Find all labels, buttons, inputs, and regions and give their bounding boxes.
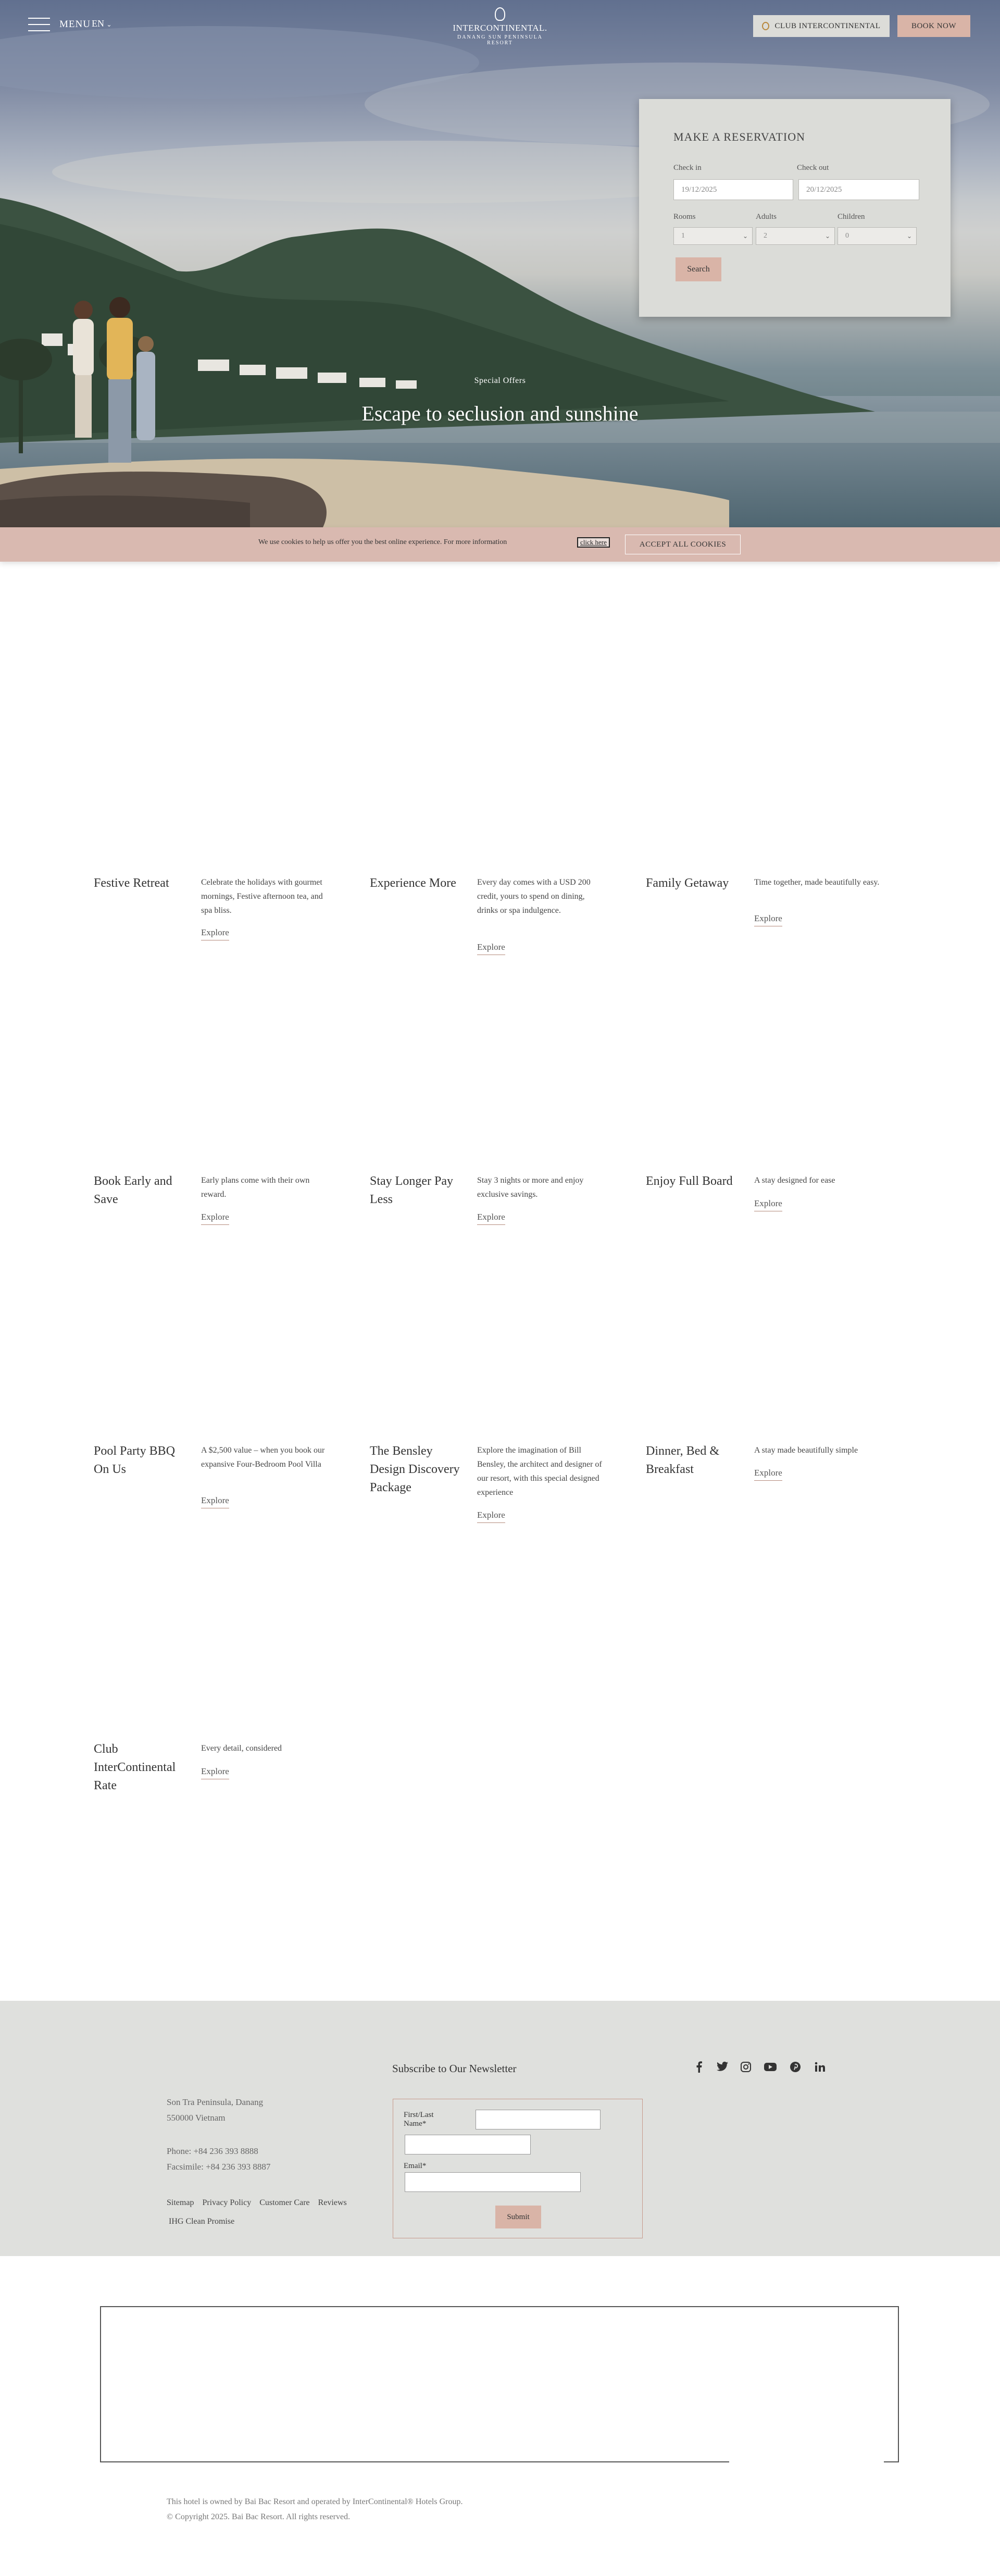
chevron-down-icon: ⌄ (824, 232, 830, 240)
twitter-icon[interactable] (716, 2061, 729, 2073)
offer-title: Book Early and Save (94, 1174, 172, 1206)
rooms-label: Rooms (673, 213, 696, 221)
email-label: Email* (404, 2162, 427, 2170)
offer-title: Experience More (370, 876, 456, 890)
top-navigation (0, 0, 1000, 50)
youtube-icon[interactable] (764, 2061, 777, 2073)
offer-title: Festive Retreat (94, 876, 169, 890)
ownership-notice: This hotel is owned by Bai Bac Resort and operated by InterContinental® Hotels Group. (167, 2497, 463, 2506)
footer-link-clean-promise[interactable]: IHG Clean Promise (169, 2217, 235, 2226)
explore-link[interactable]: Explore (477, 942, 505, 955)
footer-link-privacy[interactable]: Privacy Policy (202, 2198, 252, 2207)
accept-cookies-label: ACCEPT ALL COOKIES (639, 540, 727, 549)
rooms-select[interactable] (673, 227, 753, 245)
offer-description: Explore the imagination of Bill Bensley, the architect and designer of our resort, with this special designed experience (477, 1446, 602, 1497)
checkin-input[interactable]: 19/12/2025 (673, 179, 793, 200)
phone-number[interactable]: Phone: +84 236 393 8888 (167, 2146, 258, 2156)
hero-section (0, 0, 1000, 527)
explore-link[interactable]: Explore (477, 1212, 505, 1225)
logo-tagline: DANANG SUN PENINSULA RESORT (457, 34, 543, 46)
adults-select[interactable] (756, 227, 835, 245)
footer-link-sitemap[interactable]: Sitemap (167, 2198, 194, 2207)
search-button[interactable] (676, 257, 721, 281)
copyright: © Copyright 2025. Bai Bac Resort. All rights reserved. (167, 2512, 351, 2521)
explore-link[interactable]: Explore (754, 913, 782, 926)
hamburger-icon (28, 18, 50, 31)
chevron-down-icon: ⌄ (906, 232, 912, 240)
pinterest-icon[interactable] (790, 2061, 801, 2073)
instagram-icon[interactable] (740, 2061, 752, 2073)
reservation-panel (639, 99, 951, 317)
hotel-logo[interactable] (448, 7, 552, 46)
address (167, 2095, 263, 2126)
club-intercontinental-button[interactable] (753, 15, 890, 37)
submit-label: Submit (507, 2212, 530, 2221)
offer-title: Enjoy Full Board (646, 1174, 733, 1188)
name-input-secondary[interactable] (405, 2135, 531, 2154)
rooms-value: 1 (681, 232, 685, 240)
reservation-title: MAKE A RESERVATION (673, 130, 805, 143)
language-label: EN (92, 18, 104, 29)
children-select[interactable] (838, 227, 917, 245)
offer-title: Club InterContinental Rate (94, 1742, 176, 1792)
offer-title: Stay Longer Pay Less (370, 1174, 453, 1206)
name-label: First/Last Name* (404, 2111, 434, 2128)
offer-description: Time together, made beautifully easy. (754, 878, 880, 887)
checkout-input[interactable]: 20/12/2025 (798, 179, 919, 200)
name-input[interactable] (476, 2110, 601, 2129)
offer-title: Dinner, Bed & Breakfast (646, 1444, 720, 1476)
explore-link[interactable]: Explore (754, 1198, 782, 1211)
children-value: 0 (845, 232, 849, 240)
offer-description: A stay made beautifully simple (754, 1446, 858, 1455)
footer-link-reviews[interactable]: Reviews (318, 2198, 347, 2207)
offer-title: Pool Party BBQ On Us (94, 1444, 176, 1476)
book-button-label: BOOK NOW (911, 21, 957, 30)
offer-description: A stay designed for ease (754, 1176, 835, 1185)
newsletter-submit-button[interactable] (495, 2206, 541, 2228)
offer-description: Stay 3 nights or more and enjoy exclusive savings. (477, 1176, 584, 1199)
checkin-label: Check in (673, 164, 702, 172)
explore-link[interactable]: Explore (201, 1495, 229, 1508)
chevron-down-icon: ⌄ (106, 21, 112, 28)
cookie-text: We use cookies to help us offer you the best online experience. For more information (258, 538, 507, 546)
address-line2: 550000 Vietnam (167, 2113, 226, 2123)
offer-title: The Bensley Design Discovery Package (370, 1444, 460, 1494)
linkedin-icon[interactable] (814, 2061, 826, 2073)
explore-link[interactable]: Explore (201, 927, 229, 940)
offer-description: Every detail, considered (201, 1744, 282, 1753)
menu-button[interactable] (28, 18, 91, 31)
email-input[interactable] (405, 2172, 581, 2192)
explore-link[interactable]: Explore (201, 1212, 229, 1225)
explore-link[interactable]: Explore (754, 1468, 782, 1481)
newsletter-form (393, 2099, 643, 2238)
book-now-button[interactable] (897, 15, 970, 37)
offer-description: Every day comes with a USD 200 credit, yours to spend on dining, drinks or spa indulgence. (477, 878, 591, 915)
offer-description: A $2,500 value – when you book our expansive Four-Bedroom Pool Villa (201, 1446, 325, 1469)
cookie-info-link[interactable]: click here (577, 537, 610, 548)
logo-name: INTERCONTINENTAL. (453, 23, 547, 33)
language-selector[interactable] (92, 18, 112, 29)
club-icon (762, 22, 769, 30)
address-line1: Son Tra Peninsula, Danang (167, 2097, 264, 2107)
fax-number: Facsimile: +84 236 393 8887 (167, 2162, 271, 2172)
explore-link[interactable]: Explore (477, 1510, 505, 1523)
club-button-label: CLUB INTERCONTINENTAL (774, 21, 881, 30)
accept-cookies-button[interactable] (625, 535, 741, 554)
hero-subtitle: Special Offers (474, 376, 526, 385)
cookie-banner (0, 527, 1000, 562)
hero-title: Escape to seclusion and sunshine (361, 402, 639, 425)
menu-label: MENU (59, 19, 91, 30)
offer-description: Early plans come with their own reward. (201, 1176, 310, 1199)
facebook-icon[interactable] (694, 2061, 704, 2073)
newsletter-title: Subscribe to Our Newsletter (392, 2062, 517, 2075)
footer-links (167, 2194, 391, 2231)
checkout-label: Check out (797, 164, 829, 172)
adults-label: Adults (756, 213, 777, 221)
offer-title: Family Getaway (646, 876, 729, 890)
logo-icon (495, 7, 505, 21)
children-label: Children (838, 213, 865, 221)
contact (167, 2144, 270, 2175)
adults-value: 2 (764, 232, 767, 240)
offer-description: Celebrate the holidays with gourmet mornings, Festive afternoon tea, and spa bliss. (201, 878, 323, 915)
search-button-label: Search (687, 265, 710, 274)
footer (0, 2001, 1000, 2256)
chevron-down-icon: ⌄ (742, 232, 748, 240)
footer-link-customer-care[interactable]: Customer Care (259, 2198, 310, 2207)
explore-link[interactable]: Explore (201, 1766, 229, 1779)
decorative-frame (100, 2306, 899, 2462)
